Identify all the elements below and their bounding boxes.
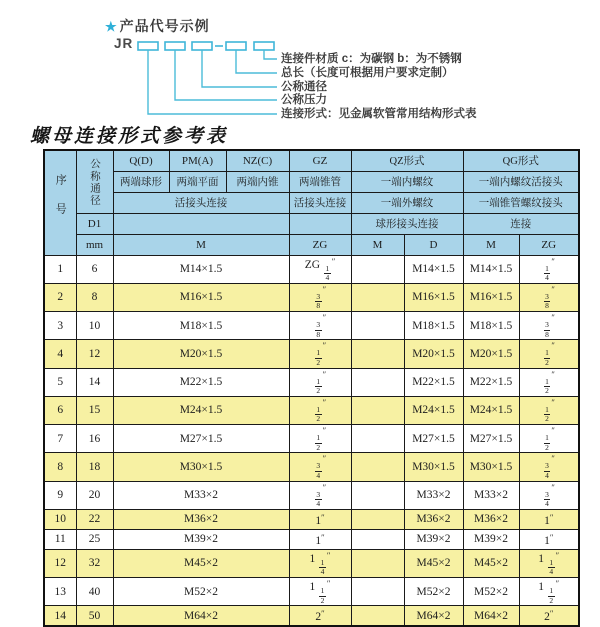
header-nz: NZ(C)	[226, 150, 289, 171]
qg-m-cell: M24×1.5	[463, 396, 519, 424]
m-cell: M64×2	[113, 606, 289, 626]
qg-m-cell: M52×2	[463, 578, 519, 606]
qg-zg-cell: 1″	[519, 509, 579, 529]
qg-m-cell: M16×1.5	[463, 283, 519, 311]
seq-cell: 10	[44, 509, 76, 529]
seq-cell: 4	[44, 340, 76, 368]
code-box	[226, 42, 246, 50]
qz-m-cell	[351, 283, 404, 311]
header-qg-sub1: 一端内螺纹活接头	[463, 171, 579, 192]
dn-cell: 16	[76, 425, 113, 453]
header-seq: 序号	[44, 150, 76, 255]
table-row	[44, 283, 579, 311]
blank-cell	[289, 213, 351, 234]
dn-cell: 14	[76, 368, 113, 396]
table-row	[44, 529, 579, 549]
dn-cell: 40	[76, 578, 113, 606]
seq-cell: 14	[44, 606, 76, 626]
seq-cell: 13	[44, 578, 76, 606]
seq-cell: 11	[44, 529, 76, 549]
code-box	[165, 42, 185, 50]
header-q: Q(D)	[113, 150, 169, 171]
qz-d-cell: M20×1.5	[404, 340, 463, 368]
dn-cell: 32	[76, 549, 113, 577]
m-cell: M39×2	[113, 529, 289, 549]
pointer-line	[236, 50, 277, 73]
qz-d-cell: M36×2	[404, 509, 463, 529]
header-row-2	[44, 171, 579, 192]
table-title: 螺母连接形式参考表	[30, 126, 229, 147]
qg-zg-cell: 1 $\frac{1}{4}$ ″	[519, 549, 579, 577]
table-body	[44, 255, 579, 626]
header-zg: ZG	[289, 234, 351, 255]
table-row	[44, 606, 579, 626]
pointer-line	[175, 50, 277, 100]
reference-table	[43, 149, 580, 627]
qz-m-cell	[351, 549, 404, 577]
header-row-1	[44, 150, 579, 171]
qg-m-cell: M30×1.5	[463, 453, 519, 481]
pointer-line	[148, 50, 277, 114]
qz-m-cell	[351, 529, 404, 549]
qz-d-cell: M33×2	[404, 481, 463, 509]
dn-cell: 18	[76, 453, 113, 481]
m-cell: M20×1.5	[113, 340, 289, 368]
qg-zg-cell: $\frac{1}{2}$ ″	[519, 340, 579, 368]
seq-cell: 8	[44, 453, 76, 481]
qg-zg-cell: $\frac{1}{2}$ ″	[519, 425, 579, 453]
qz-m-cell	[351, 453, 404, 481]
gz-zg-cell: 1″	[289, 529, 351, 549]
qg-zg-cell: $\frac{1}{4}$ ″	[519, 255, 579, 283]
table-row	[44, 368, 579, 396]
dn-cell: 10	[76, 312, 113, 340]
header-row-3	[44, 192, 579, 213]
gz-zg-cell: $\frac{3}{4}$ ″	[289, 481, 351, 509]
gz-zg-cell: $\frac{3}{8}$ ″	[289, 283, 351, 311]
header-qg-sub3: 连接	[463, 213, 579, 234]
qz-m-cell	[351, 578, 404, 606]
qz-d-cell: M27×1.5	[404, 425, 463, 453]
seq-cell: 12	[44, 549, 76, 577]
header-pm: PM(A)	[169, 150, 226, 171]
code-prefix: JR	[114, 36, 134, 51]
qz-d-cell: M18×1.5	[404, 312, 463, 340]
header-qz: QZ形式	[351, 150, 463, 171]
header-d1: D1	[76, 213, 113, 234]
qg-zg-cell: 1″	[519, 529, 579, 549]
dn-cell: 25	[76, 529, 113, 549]
table-row	[44, 578, 579, 606]
m-cell: M36×2	[113, 509, 289, 529]
header-qz-sub1: 一端内螺纹	[351, 171, 463, 192]
m-cell: M16×1.5	[113, 283, 289, 311]
dn-cell: 50	[76, 606, 113, 626]
qg-m-cell: M22×1.5	[463, 368, 519, 396]
qg-m-cell: M45×2	[463, 549, 519, 577]
header-qz-sub2: 一端外螺纹	[351, 192, 463, 213]
qz-d-cell: M52×2	[404, 578, 463, 606]
gz-zg-cell: $\frac{3}{8}$ ″	[289, 312, 351, 340]
qg-m-cell: M33×2	[463, 481, 519, 509]
header-gz-sub: 两端锥管	[289, 171, 351, 192]
product-code-diagram	[0, 0, 600, 124]
qz-d-cell: M24×1.5	[404, 396, 463, 424]
header-row-5	[44, 234, 579, 255]
diagram-label-pressure: 公称压力	[281, 94, 327, 106]
qg-m-cell: M14×1.5	[463, 255, 519, 283]
header-q-sub: 两端球形	[113, 171, 169, 192]
table-row	[44, 396, 579, 424]
header-gz-union: 活接头连接	[289, 192, 351, 213]
m-cell: M14×1.5	[113, 255, 289, 283]
gz-zg-cell: $\frac{1}{2}$ ″	[289, 368, 351, 396]
header-qz-d: D	[404, 234, 463, 255]
dn-cell: 22	[76, 509, 113, 529]
diagram-label-material: 连接件材质 c：为碳钢 b：为不锈钢	[281, 53, 462, 65]
reference-table-wrap	[43, 149, 580, 627]
m-cell: M22×1.5	[113, 368, 289, 396]
qg-zg-cell: 1 $\frac{1}{2}$ ″	[519, 578, 579, 606]
qz-d-cell: M45×2	[404, 549, 463, 577]
header-qg-sub2: 一端锥管螺纹接头	[463, 192, 579, 213]
blank-cell	[113, 213, 289, 234]
qz-d-cell: M64×2	[404, 606, 463, 626]
gz-zg-cell: 1″	[289, 509, 351, 529]
gz-zg-cell: 1 $\frac{1}{4}$ ″	[289, 549, 351, 577]
m-cell: M30×1.5	[113, 453, 289, 481]
qg-m-cell: M18×1.5	[463, 312, 519, 340]
table-header	[44, 150, 579, 255]
header-qg: QG形式	[463, 150, 579, 171]
qg-m-cell: M20×1.5	[463, 340, 519, 368]
header-qz-m: M	[351, 234, 404, 255]
qz-d-cell: M14×1.5	[404, 255, 463, 283]
gz-zg-cell: $\frac{1}{2}$ ″	[289, 425, 351, 453]
table-row	[44, 312, 579, 340]
qg-m-cell: M36×2	[463, 509, 519, 529]
qg-zg-cell: $\frac{1}{2}$ ″	[519, 368, 579, 396]
qz-m-cell	[351, 606, 404, 626]
gz-zg-cell: $\frac{3}{4}$ ″	[289, 453, 351, 481]
qg-zg-cell: $\frac{3}{8}$ ″	[519, 283, 579, 311]
table-row	[44, 509, 579, 529]
qg-zg-cell: $\frac{1}{2}$ ″	[519, 396, 579, 424]
m-cell: M24×1.5	[113, 396, 289, 424]
table-row	[44, 549, 579, 577]
qg-zg-cell: $\frac{3}{8}$ ″	[519, 312, 579, 340]
qg-m-cell: M64×2	[463, 606, 519, 626]
gz-zg-cell: ZG $\frac{1}{4}$ ″	[289, 255, 351, 283]
m-cell: M27×1.5	[113, 425, 289, 453]
qz-m-cell	[351, 509, 404, 529]
qg-zg-cell: $\frac{3}{4}$ ″	[519, 453, 579, 481]
seq-cell: 2	[44, 283, 76, 311]
m-cell: M52×2	[113, 578, 289, 606]
pointer-line	[202, 50, 277, 87]
table-row	[44, 255, 579, 283]
dn-cell: 8	[76, 283, 113, 311]
dn-cell: 12	[76, 340, 113, 368]
diagram-label-length: 总长（长度可根据用户要求定制）	[281, 67, 454, 79]
diagram-label-connection: 连接形式：见金属软管常用结构形式表	[281, 108, 477, 120]
table-row	[44, 425, 579, 453]
qg-zg-cell: 2″	[519, 606, 579, 626]
code-box	[254, 42, 274, 50]
code-box	[138, 42, 158, 50]
qz-m-cell	[351, 368, 404, 396]
header-union-joint: 活接头连接	[113, 192, 289, 213]
qz-m-cell	[351, 396, 404, 424]
dn-cell: 20	[76, 481, 113, 509]
qg-zg-cell: $\frac{3}{4}$ ″	[519, 481, 579, 509]
header-m: M	[113, 234, 289, 255]
qg-m-cell: M39×2	[463, 529, 519, 549]
gz-zg-cell: $\frac{1}{2}$ ″	[289, 340, 351, 368]
table-row	[44, 481, 579, 509]
seq-cell: 6	[44, 396, 76, 424]
gz-zg-cell: 1 $\frac{1}{2}$ ″	[289, 578, 351, 606]
star-icon: ★	[105, 19, 118, 34]
seq-cell: 1	[44, 255, 76, 283]
gz-zg-cell: $\frac{1}{2}$ ″	[289, 396, 351, 424]
qz-m-cell	[351, 340, 404, 368]
m-cell: M33×2	[113, 481, 289, 509]
header-nz-sub: 两端内锥	[226, 171, 289, 192]
qz-m-cell	[351, 481, 404, 509]
header-qz-sub3: 球形接头连接	[351, 213, 463, 234]
code-box	[192, 42, 212, 50]
diagram-label-diameter: 公称通径	[281, 81, 327, 93]
header-mm: mm	[76, 234, 113, 255]
m-cell: M45×2	[113, 549, 289, 577]
header-pm-sub: 两端平面	[169, 171, 226, 192]
qz-d-cell: M39×2	[404, 529, 463, 549]
diagram-heading-text: 产品代号示例	[119, 18, 210, 34]
qz-d-cell: M30×1.5	[404, 453, 463, 481]
seq-cell: 9	[44, 481, 76, 509]
pointer-line	[264, 50, 277, 59]
qz-d-cell: M22×1.5	[404, 368, 463, 396]
seq-cell: 3	[44, 312, 76, 340]
qz-d-cell: M16×1.5	[404, 283, 463, 311]
dn-cell: 15	[76, 396, 113, 424]
table-row	[44, 453, 579, 481]
header-row-4	[44, 213, 579, 234]
diagram-heading	[105, 16, 210, 36]
dn-cell: 6	[76, 255, 113, 283]
qz-m-cell	[351, 255, 404, 283]
qz-m-cell	[351, 312, 404, 340]
header-gz: GZ	[289, 150, 351, 171]
header-qg-m: M	[463, 234, 519, 255]
qg-m-cell: M27×1.5	[463, 425, 519, 453]
header-qg-zg: ZG	[519, 234, 579, 255]
table-row	[44, 340, 579, 368]
seq-cell: 7	[44, 425, 76, 453]
gz-zg-cell: 2″	[289, 606, 351, 626]
seq-cell: 5	[44, 368, 76, 396]
qz-m-cell	[351, 425, 404, 453]
m-cell: M18×1.5	[113, 312, 289, 340]
header-nominal-dn: 公称通径	[76, 150, 113, 213]
